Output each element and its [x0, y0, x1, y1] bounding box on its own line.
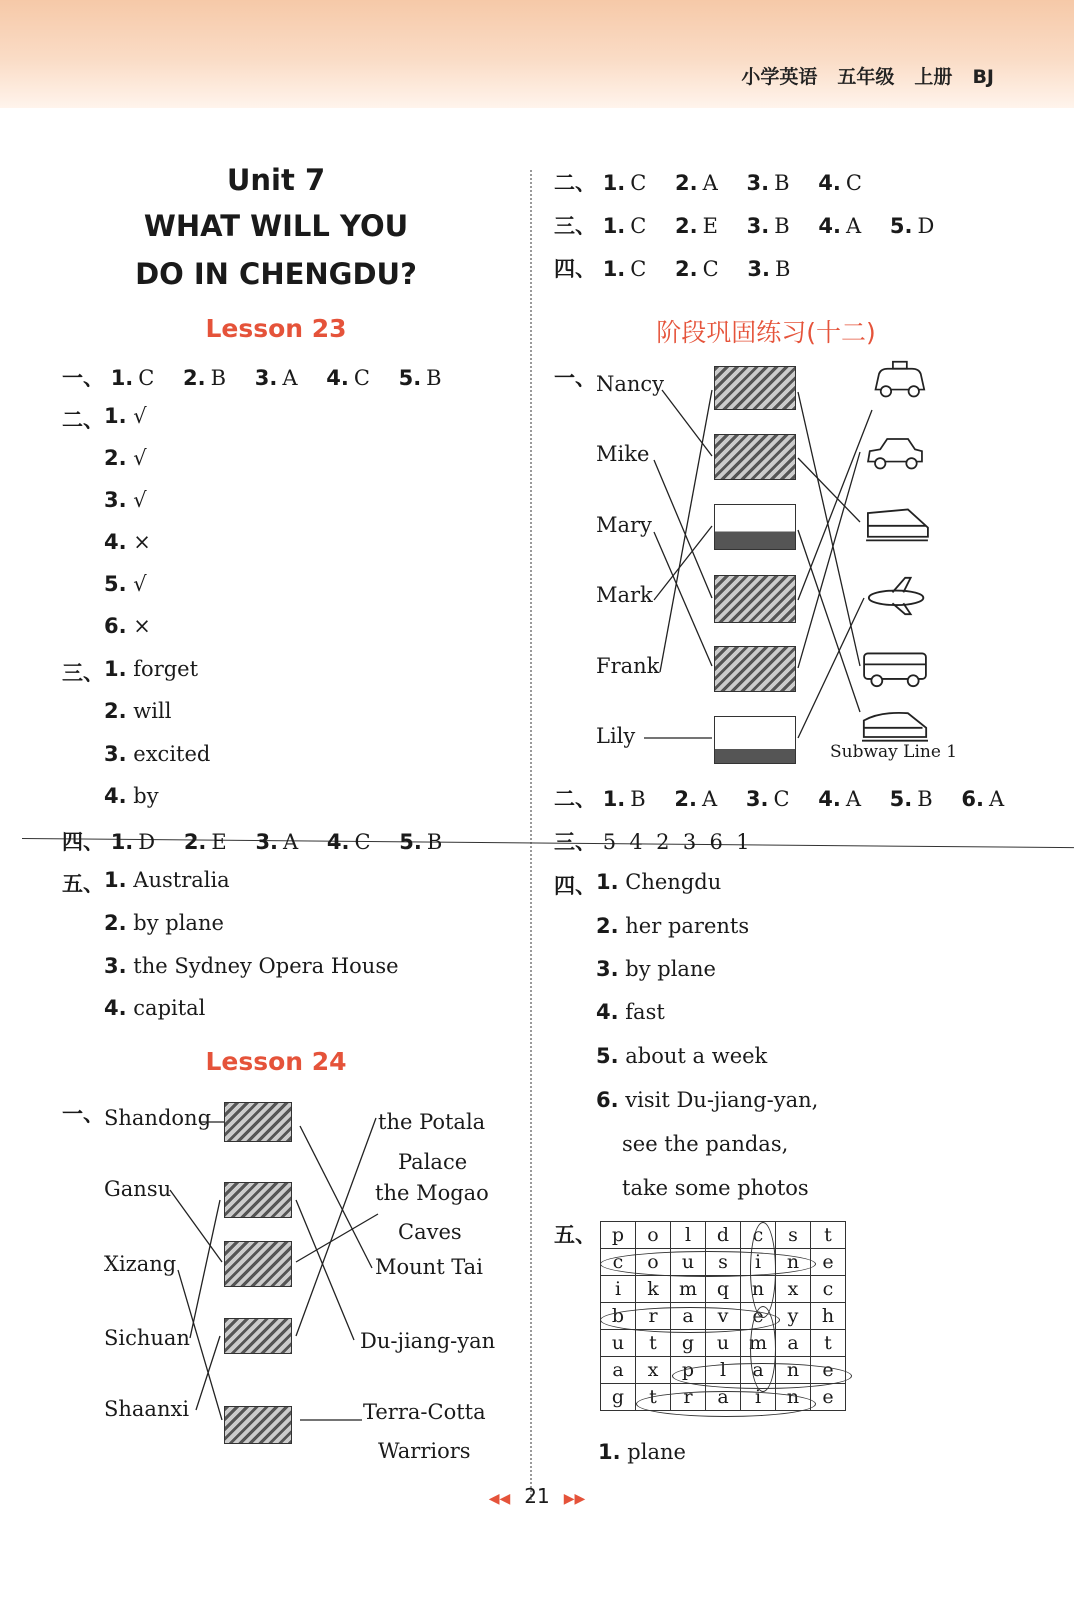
table-row: a x p l a n e [601, 1357, 846, 1384]
sentence-order: 5 4 2 3 6 1 [602, 830, 750, 854]
double-right-triangle-icon: ▶▶ [563, 1491, 586, 1507]
match-line [798, 530, 860, 712]
lesson-24-title: Lesson 24 [205, 1047, 347, 1076]
subway-line-label: Subway Line 1 [830, 742, 958, 762]
name-mike: Mike [596, 442, 650, 466]
unit-title-line2: WHAT WILL YOU [143, 209, 409, 243]
province-shaanxi: Shaanxi [104, 1397, 190, 1421]
list-item: 1. Chengdu [596, 870, 722, 894]
page-number-bar [0, 1484, 1074, 1508]
l23-section-5-mark: 五、 [62, 872, 104, 896]
table-row: b r a v e y h [601, 1303, 846, 1330]
list-item: 1. forget [104, 657, 199, 681]
list-item: 5. about a week [596, 1044, 768, 1068]
list-item: 2. her parents [596, 914, 750, 938]
list-item: 6. × [104, 614, 151, 638]
list-item: take some photos [622, 1176, 809, 1200]
name-frank: Frank [596, 654, 660, 678]
list-item: 1. Australia [104, 868, 230, 892]
name-nancy: Nancy [596, 372, 665, 396]
l24-section-1-mark: 一、 [62, 1102, 104, 1126]
list-item: 6. visit Du-jiang-yan, [596, 1088, 819, 1112]
table-row: p o l d c s t [601, 1222, 846, 1249]
name-lily: Lily [596, 724, 636, 748]
match-line [798, 452, 860, 668]
match-line [798, 598, 864, 738]
lesson-23-title: Lesson 23 [205, 314, 347, 343]
match-line [662, 390, 712, 456]
match-line [654, 526, 712, 600]
list-item: 3. √ [104, 488, 147, 512]
double-left-triangle-icon: ◀◀ [488, 1491, 511, 1507]
r-section-2: 二、 1. C 2. A 3. B 4. C [554, 171, 862, 195]
header-grade: 五年级 [837, 66, 895, 88]
province-sichuan: Sichuan [104, 1326, 190, 1350]
list-item: 3. excited [104, 742, 211, 766]
list-item: 2. by plane [104, 911, 224, 935]
table-row: c o u s i n e [601, 1249, 846, 1276]
r-section-3: 三、 1. C 2. E 3. B 4. A 5. D [554, 214, 935, 238]
header-volume: 上册 [914, 66, 953, 88]
list-item: 1. √ [104, 404, 147, 428]
l23-section-4: 四、 1. D 2. E 3. A 4. C 5. B [62, 830, 443, 854]
table-row: g t r a i n e [601, 1384, 846, 1411]
match-line [654, 460, 712, 598]
list-item: 3. by plane [596, 957, 716, 981]
match-line [190, 1200, 220, 1338]
name-mary: Mary [596, 513, 652, 537]
l23-section-2-mark: 二、 [62, 408, 104, 432]
province-gansu: Gansu [104, 1177, 172, 1201]
place-potala-1: the Potala [378, 1110, 486, 1134]
l23-section-3-mark: 三、 [62, 661, 104, 685]
header-subject: 小学英语 [741, 66, 818, 88]
stage-practice-title: 阶段巩固练习(十二) [656, 318, 876, 347]
word-answer-1: 1. plane [598, 1440, 686, 1464]
section-mark: 一、 [62, 366, 104, 390]
list-item: 5. √ [104, 572, 147, 596]
list-item: 4. capital [104, 996, 206, 1020]
match-line [798, 458, 860, 522]
list-item: see the pandas, [622, 1132, 789, 1156]
match-line [300, 1126, 372, 1268]
province-shandong: Shandong [104, 1106, 212, 1130]
table-row: i k m q n x c [601, 1276, 846, 1303]
header-edition: BJ [972, 66, 994, 88]
place-terracotta-1: Terra-Cotta [363, 1400, 486, 1424]
list-item: 4. × [104, 530, 151, 554]
place-mogao-1: the Mogao [375, 1181, 489, 1205]
place-mount-tai: Mount Tai [375, 1255, 483, 1279]
page-number: 21 [524, 1484, 550, 1508]
match-line [660, 390, 712, 672]
match-line [296, 1200, 354, 1340]
unit-title-line3: DO IN CHENGDU? [135, 257, 417, 291]
stage-section-3: 三、 5 4 2 3 6 1 [554, 830, 750, 854]
list-item: 2. √ [104, 446, 147, 470]
table-row: u t g u m a t [601, 1330, 846, 1357]
match-line [654, 532, 712, 666]
name-mark: Mark [596, 583, 653, 607]
r-section-4: 四、 1. C 2. C 3. B [554, 257, 791, 281]
stage-section-2: 二、 1. B 2. A 3. C 4. A 5. B 6. A [554, 787, 1005, 811]
l23-section-1: 一、 1. C 2. B 3. A 4. C 5. B [62, 366, 442, 390]
unit-title-line1: Unit 7 [226, 163, 326, 197]
list-item: 4. fast [596, 1000, 665, 1024]
place-potala-2: Palace [398, 1150, 468, 1174]
province-xizang: Xizang [104, 1252, 177, 1276]
stage-section-1-mark: 一、 [554, 366, 596, 390]
place-terracotta-2: Warriors [378, 1439, 471, 1463]
place-dujiangyan: Du-jiang-yan [360, 1329, 496, 1353]
list-item: 4. by [104, 784, 159, 808]
stage-section-4-mark: 四、 [554, 874, 596, 898]
list-item: 3. the Sydney Opera House [104, 954, 399, 978]
stage-section-5-mark: 五、 [554, 1223, 596, 1247]
match-line [296, 1118, 376, 1336]
list-item: 2. will [104, 699, 172, 723]
place-mogao-2: Caves [398, 1220, 462, 1244]
